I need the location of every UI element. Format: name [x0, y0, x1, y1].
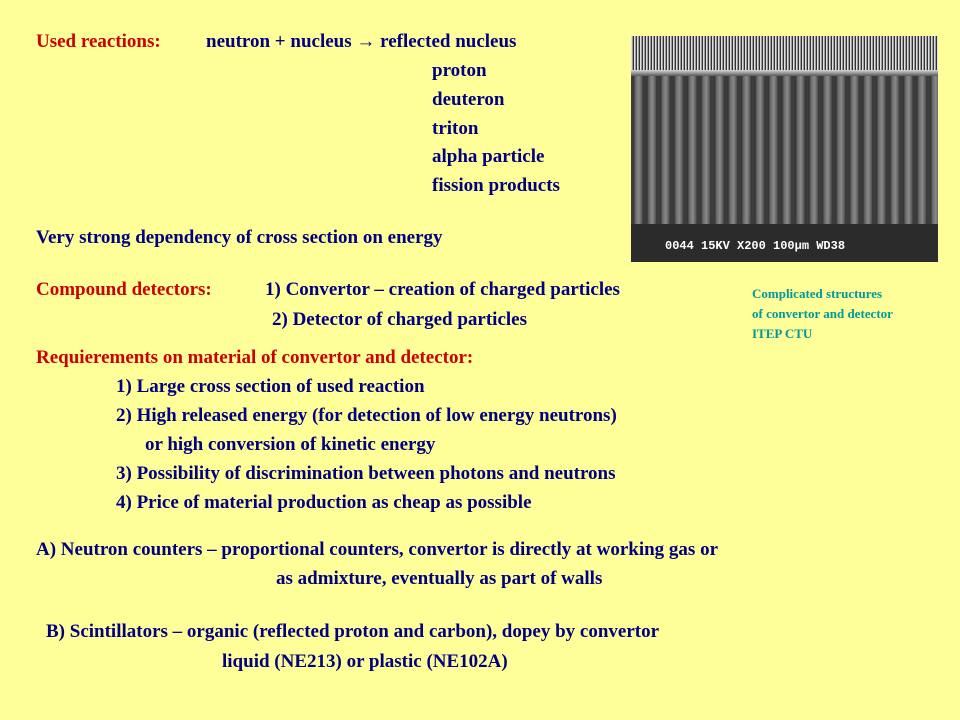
- compound-detectors-label: Compound detectors:: [36, 279, 212, 300]
- sem-column: [795, 76, 806, 224]
- sem-column: [809, 76, 820, 224]
- scintillators-line-2: liquid (NE213) or plastic (NE102A): [222, 651, 508, 672]
- sem-column: [822, 76, 833, 224]
- requirement-2: 2) High released energy (for detection of low energy neutrons): [116, 405, 617, 426]
- sem-column: [755, 76, 766, 224]
- sem-column: [701, 76, 712, 224]
- requirement-4: 4) Price of material production as cheap as possible: [116, 492, 532, 513]
- counters-line-1: A) Neutron counters – proportional counters, convertor is directly at working gas or: [36, 539, 719, 560]
- reaction-equation: neutron + nucleus → reflected nucleus: [206, 31, 517, 52]
- sem-column: [903, 76, 914, 224]
- sem-column: [768, 76, 779, 224]
- sem-column: [728, 76, 739, 224]
- product-triton: triton: [432, 118, 479, 139]
- sem-column: [782, 76, 793, 224]
- sem-info-bar: 0044 15KV X200 100μm WD38: [665, 239, 846, 253]
- sem-column: [836, 76, 847, 224]
- sem-column: [714, 76, 725, 224]
- sem-column: [660, 76, 671, 224]
- requirement-1: 1) Large cross section of used reaction: [116, 376, 425, 397]
- compound-item-1: 1) Convertor – creation of charged particles: [265, 279, 620, 300]
- dependency-statement: Very strong dependency of cross section on energy: [36, 227, 443, 248]
- compound-item-2: 2) Detector of charged particles: [272, 309, 527, 330]
- sem-column: [917, 76, 928, 224]
- counters-line-2: as admixture, eventually as part of walls: [276, 568, 603, 589]
- sem-column: [647, 76, 658, 224]
- requirement-2-cont: or high conversion of kinetic energy: [145, 434, 436, 455]
- sem-column: [876, 76, 887, 224]
- scintillators-line-1: B) Scintillators – organic (reflected proton and carbon), dopey by convertor: [46, 621, 660, 642]
- sem-column: [741, 76, 752, 224]
- sem-column: [930, 76, 938, 224]
- sem-column: [863, 76, 874, 224]
- sem-column: [849, 76, 860, 224]
- sem-micrograph-image: [631, 36, 938, 262]
- caption-line-1: Complicated structures: [752, 286, 883, 301]
- sem-micrograph-graphic: [631, 36, 938, 262]
- caption-line-3: ITEP CTU: [752, 326, 813, 341]
- requirements-title: Requierements on material of convertor and detector:: [36, 347, 474, 368]
- product-proton: proton: [432, 60, 487, 81]
- product-alpha: alpha particle: [432, 146, 545, 167]
- sem-column: [674, 76, 685, 224]
- requirement-3: 3) Possibility of discrimination between photons and neutrons: [116, 463, 616, 484]
- product-deuteron: deuteron: [432, 89, 505, 110]
- sem-column: [633, 76, 644, 224]
- sem-column: [687, 76, 698, 224]
- caption-line-2: of convertor and detector: [752, 306, 893, 321]
- product-fission: fission products: [432, 175, 560, 196]
- sem-column: [890, 76, 901, 224]
- used-reactions-label: Used reactions:: [36, 31, 161, 52]
